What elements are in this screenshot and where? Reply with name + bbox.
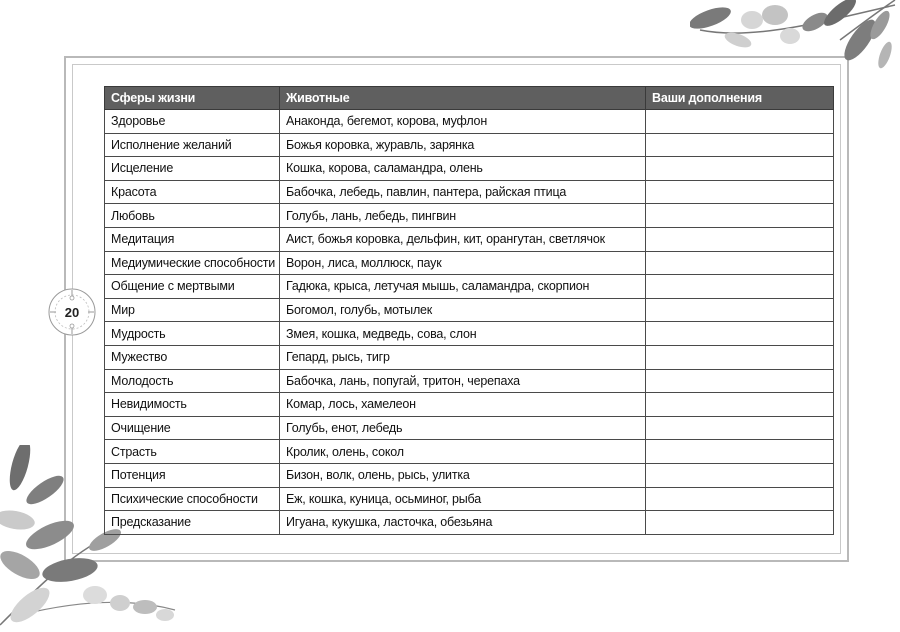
header-animals: Животные: [280, 87, 646, 110]
notes-cell[interactable]: [646, 227, 834, 251]
animals-cell: Игуана, кукушка, ласточка, обезьяна: [280, 511, 646, 535]
animals-cell: Богомол, голубь, мотылек: [280, 298, 646, 322]
animals-cell: Божья коровка, журавль, зарянка: [280, 133, 646, 157]
notes-cell[interactable]: [646, 322, 834, 346]
notes-cell[interactable]: [646, 369, 834, 393]
sphere-cell: Очищение: [105, 416, 280, 440]
animals-cell: Голубь, лань, лебедь, пингвин: [280, 204, 646, 228]
animals-cell: Бабочка, лебедь, павлин, пантера, райская птица: [280, 180, 646, 204]
sphere-cell: Мужество: [105, 345, 280, 369]
table-row: [105, 463, 834, 487]
notes-cell[interactable]: [646, 463, 834, 487]
sphere-cell: Предсказание: [105, 511, 280, 535]
table-row: [105, 487, 834, 511]
table-row: [105, 322, 834, 346]
sphere-cell: Медиумические способности: [105, 251, 280, 275]
animals-cell: Кролик, олень, сокол: [280, 440, 646, 464]
animals-cell: Анаконда, бегемот, корова, муфлон: [280, 110, 646, 134]
table-row: [105, 251, 834, 275]
sphere-cell: Молодость: [105, 369, 280, 393]
notes-cell[interactable]: [646, 345, 834, 369]
sphere-cell: Общение с мертвыми: [105, 275, 280, 299]
notes-cell[interactable]: [646, 511, 834, 535]
table-row: [105, 369, 834, 393]
sphere-cell: Здоровье: [105, 110, 280, 134]
animals-cell: Змея, кошка, медведь, сова, слон: [280, 322, 646, 346]
sphere-cell: Психические способности: [105, 487, 280, 511]
animals-cell: Аист, божья коровка, дельфин, кит, орангутан, светлячок: [280, 227, 646, 251]
table-row: [105, 133, 834, 157]
table-row: [105, 393, 834, 417]
table-row: [105, 180, 834, 204]
animals-cell: Комар, лось, хамелеон: [280, 393, 646, 417]
table-row: [105, 440, 834, 464]
animals-table: [104, 86, 834, 535]
notes-cell[interactable]: [646, 157, 834, 181]
animals-cell: Кошка, корова, саламандра, олень: [280, 157, 646, 181]
table-row: [105, 298, 834, 322]
table-row: [105, 345, 834, 369]
leaf-decoration-top-right: [690, 0, 900, 75]
notes-cell[interactable]: [646, 393, 834, 417]
animals-cell: Гадюка, крыса, летучая мышь, саламандра, скорпион: [280, 275, 646, 299]
sphere-cell: Мудрость: [105, 322, 280, 346]
sphere-cell: Потенция: [105, 463, 280, 487]
table-header-row: [105, 87, 834, 110]
notes-cell[interactable]: [646, 110, 834, 134]
table-row: [105, 275, 834, 299]
table-row: [105, 204, 834, 228]
table-body: [105, 110, 834, 535]
animals-cell: Гепард, рысь, тигр: [280, 345, 646, 369]
sphere-cell: Красота: [105, 180, 280, 204]
notes-cell[interactable]: [646, 298, 834, 322]
sphere-cell: Медитация: [105, 227, 280, 251]
animals-cell: Бабочка, лань, попугай, тритон, черепаха: [280, 369, 646, 393]
notes-cell[interactable]: [646, 275, 834, 299]
notes-cell[interactable]: [646, 251, 834, 275]
table-row: [105, 110, 834, 134]
animals-cell: Бизон, волк, олень, рысь, улитка: [280, 463, 646, 487]
sphere-cell: Исполнение желаний: [105, 133, 280, 157]
notes-cell[interactable]: [646, 416, 834, 440]
table-row: [105, 511, 834, 535]
sphere-cell: Исцеление: [105, 157, 280, 181]
table-row: [105, 157, 834, 181]
sphere-cell: Любовь: [105, 204, 280, 228]
header-your-additions: Ваши дополнения: [646, 87, 834, 110]
animals-table-container: [104, 86, 833, 535]
header-spheres: Сферы жизни: [105, 87, 280, 110]
notes-cell[interactable]: [646, 440, 834, 464]
animals-cell: Голубь, енот, лебедь: [280, 416, 646, 440]
notes-cell[interactable]: [646, 204, 834, 228]
table-row: [105, 227, 834, 251]
sphere-cell: Мир: [105, 298, 280, 322]
sphere-cell: Невидимость: [105, 393, 280, 417]
notes-cell[interactable]: [646, 133, 834, 157]
animals-cell: Ворон, лиса, моллюск, паук: [280, 251, 646, 275]
table-row: [105, 416, 834, 440]
animals-cell: Еж, кошка, куница, осьминог, рыба: [280, 487, 646, 511]
notes-cell[interactable]: [646, 180, 834, 204]
sphere-cell: Страсть: [105, 440, 280, 464]
page-number: 20: [64, 305, 80, 320]
notes-cell[interactable]: [646, 487, 834, 511]
